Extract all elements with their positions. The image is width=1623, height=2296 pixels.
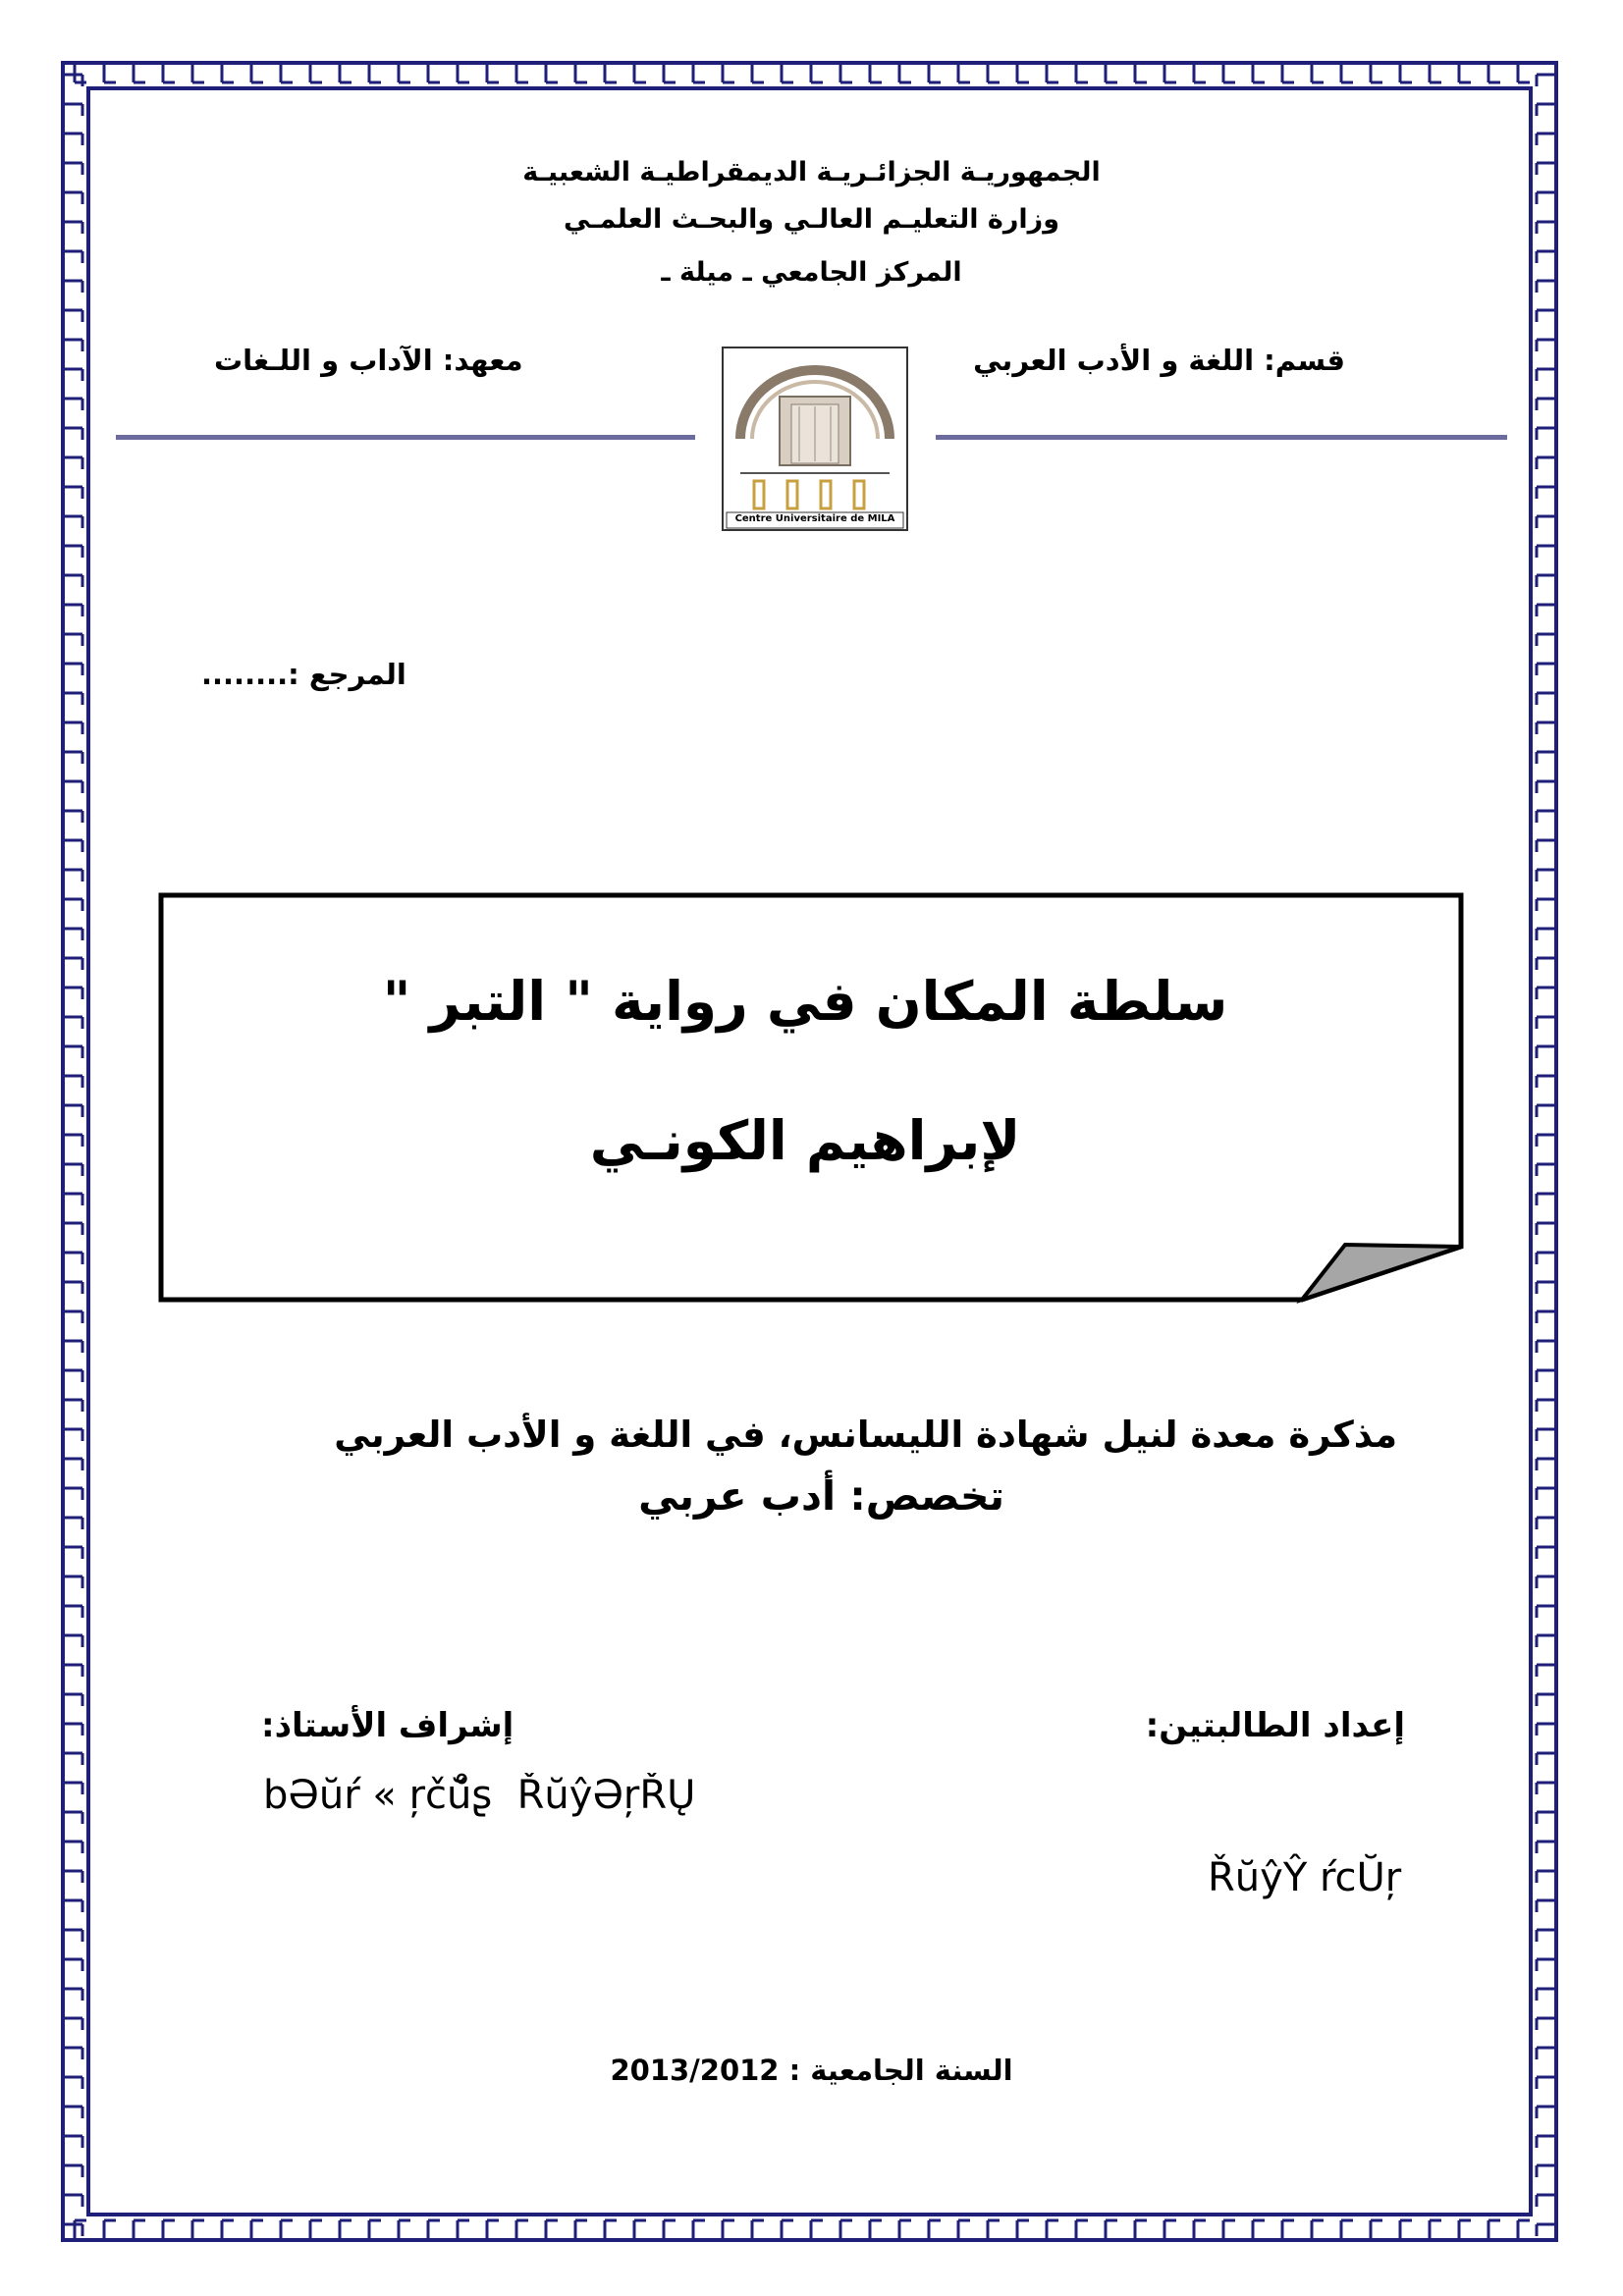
specialty: تخصص: أدب عربي [638,1472,1004,1520]
header-republic: الجمهوريـة الجزائـريـة الديمقراطيـة الشعبيـة [522,157,1101,187]
institute-label: معهد: الآداب و اللـغات [214,344,523,377]
students-label: إعداد الطالبتين: [1145,1706,1405,1745]
supervisor-name-garbled: bƏŭŕ « ŗčŭ̊ʂ ŘŭŷƏŗŘŲ [263,1773,696,1818]
garbled-names-line2: ŘŭŷŶ ŕcŬŗ [1208,1855,1402,1900]
header-rule-left [116,435,695,440]
university-logo [721,346,909,532]
garbled-names-line1 [0,1773,1414,1822]
supervisor-label: إشراف الأستاذ: [261,1706,514,1745]
department-label: قسم: اللغة و الأدب العربي [973,344,1345,377]
thesis-title-line2: لإبراهيم الكونـي [589,1109,1021,1172]
logo-caption: Centre Universitaire de MILA [734,513,895,524]
thesis-title-line1: سلطة المكان في رواية " التبر " [382,970,1228,1033]
title-box [157,891,1465,1304]
academic-year: السنة الجامعية : 2013/2012 [610,2054,1013,2087]
header-rule-right [936,435,1507,440]
degree-statement: مذكرة معدة لنيل شهادة الليسانس، في اللغة و الأدب العربي [334,1414,1397,1456]
reference-number: المرجع :........ [201,658,406,691]
header-center: المركز الجامعي ـ ميلة ـ [661,257,962,288]
header-ministry: وزارة التعليـم العالـي والبحـث العلمـي [564,204,1059,235]
